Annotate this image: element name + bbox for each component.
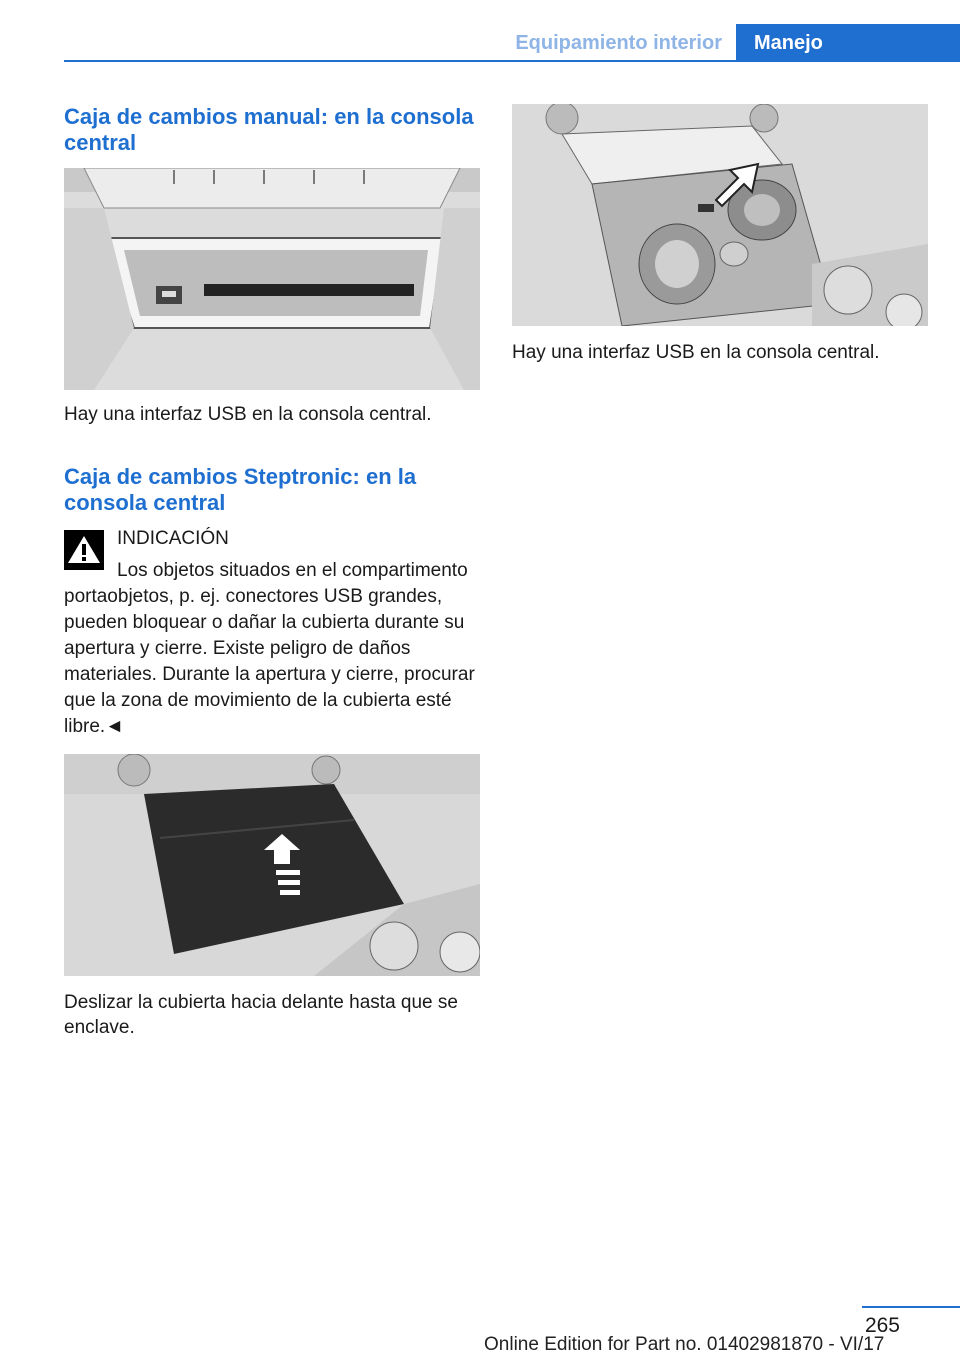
notice-title: INDICACIÓN (117, 528, 229, 549)
figure-caption-steptronic: Hay una interfaz USB en la consola central. (512, 342, 880, 363)
section-heading-steptronic: Caja de cambios Steptronic: en la consola central (64, 464, 417, 515)
figure-manual-console-usb (64, 168, 480, 390)
header-section-title: Equipamiento interior (515, 31, 722, 54)
page-number-rule (862, 1306, 960, 1308)
page-number: 265 (864, 1314, 900, 1337)
figure-caption-slide: Deslizar la cubierta hacia delante hasta que se enclave. (64, 992, 458, 1038)
figure-steptronic-console-usb (512, 104, 928, 326)
footer-edition-note: Online Edition for Part no. 01402981870 - VI/17 (484, 1334, 885, 1355)
figure-caption-manual: Hay una interfaz USB en la consola central. (64, 404, 432, 425)
notice-body: Los objetos situados en el compartimento portaobjetos, p. ej. conectores USB grandes, pueden bloquear o dañar la cubierta durante su apertura y cierre. Existe peligro de daños materiales. Durante la apertura y cierre, procurar que la zona de movimiento de la cubierta esté libre.◄ (64, 560, 475, 737)
section-heading-manual: Caja de cambios manual: en la consola central (64, 104, 474, 155)
header-rule (64, 60, 960, 62)
figure-steptronic-slide-cover (64, 754, 480, 976)
header-chapter-tab: Manejo (736, 24, 960, 62)
